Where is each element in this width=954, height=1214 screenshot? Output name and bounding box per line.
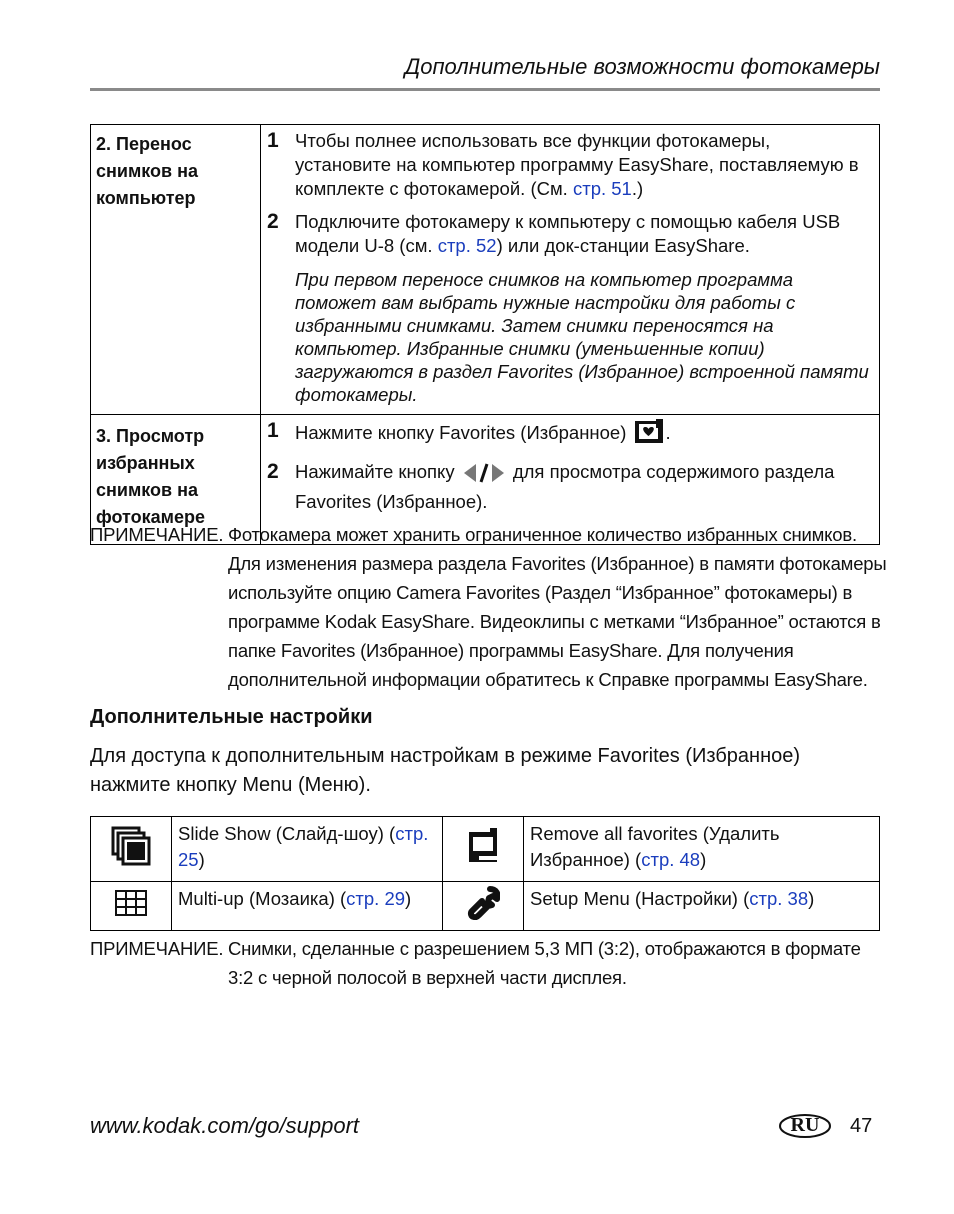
running-header: Дополнительные возможности фотокамеры: [404, 54, 880, 79]
text: ): [405, 888, 412, 909]
text: .): [631, 178, 644, 199]
instruction: [267, 210, 871, 258]
left-right-arrow-icon: [462, 462, 506, 490]
text: ): [198, 849, 205, 870]
page-link[interactable]: стр. 52: [437, 235, 497, 256]
step-body: [261, 125, 880, 415]
page-link[interactable]: стр. 51: [572, 178, 632, 199]
header-rule: [90, 88, 880, 91]
step-number: 1: [267, 419, 279, 442]
menu-icon-cell: [443, 817, 524, 882]
table-row: [91, 817, 880, 882]
step-number: 1: [267, 129, 279, 152]
text: Чтобы полнее использовать все функции фотокамеры, установите на компьютер программу EasyShare, поставляемую в комплекте с фотокамерой. (См.: [295, 130, 859, 199]
text: ): [808, 888, 815, 909]
text: .: [665, 422, 671, 443]
text: Нажмите кнопку Favorites (Избранное): [295, 422, 632, 443]
table-row: [91, 125, 880, 415]
step-number: 2: [267, 460, 279, 483]
note-favorites-limit: [90, 520, 890, 694]
text: Remove all favorites (Удалить Избранное) (: [530, 823, 780, 870]
menu-item-multi-up: [172, 882, 443, 931]
note-label: ПРИМЕЧАНИЕ.: [90, 938, 224, 959]
instruction-text: [295, 129, 871, 201]
language-badge: [778, 1113, 832, 1139]
step-label: 2. Перенос снимков на компьютер: [91, 125, 261, 415]
footer-url[interactable]: www.kodak.com/go/support: [90, 1113, 360, 1138]
note-resolution: [90, 934, 890, 992]
section-intro: Для доступа к дополнительным настройкам в режиме Favorites (Избранное) нажмите кнопку Menu (Меню).: [90, 745, 801, 796]
menu-icon-cell: [443, 882, 524, 931]
menu-icon-cell: [91, 882, 172, 931]
page-link[interactable]: стр. 48: [641, 849, 701, 870]
instruction: [267, 460, 871, 514]
page-link[interactable]: стр. 25: [178, 823, 429, 870]
table-row: [91, 882, 880, 931]
note-label: ПРИМЕЧАНИЕ.: [90, 524, 224, 545]
menu-icon-cell: [91, 817, 172, 882]
text: Подключите фотокамеру к компьютеру с помощью кабеля USB модели U-8 (см.: [295, 211, 841, 256]
text: для просмотра содержимого раздела Favorites (Избранное).: [295, 461, 835, 512]
text: Нажимайте кнопку: [295, 461, 460, 482]
page-number: 47: [850, 1114, 873, 1137]
footer-right: [778, 1113, 872, 1139]
setup-wrench-icon: [466, 903, 500, 924]
page-link[interactable]: стр. 29: [346, 888, 406, 909]
transfer-note: При первом переносе снимков на компьютер программа поможет вам выбрать нужные настройки для работы с избранными снимками. Затем снимки переносятся на компьютер. Избранные снимки (уменьшенные копии) загружаются в раздел Favorites (Избранное) встроенной памяти фотокамеры.: [295, 269, 869, 405]
note-text: Снимки, сделанные с разрешением 5,3 МП (3:2), отображаются в формате 3:2 с черной полосой в верхней части дисплея.: [228, 938, 861, 988]
language-code: RU: [790, 1114, 820, 1136]
instruction-text: [295, 460, 871, 514]
text: Slide Show (Слайд-шоу) (: [178, 823, 396, 844]
steps-table: [90, 124, 880, 545]
step-label: 3. Просмотр избранных снимков на фотокамере: [91, 415, 261, 545]
menu-item-remove-favorites: [524, 817, 880, 882]
text: ) или док-станции EasyShare.: [496, 235, 750, 256]
text: Multi-up (Мозаика) (: [178, 888, 347, 909]
menu-item-slideshow: [172, 817, 443, 882]
text: Setup Menu (Настройки) (: [530, 888, 750, 909]
note-text: Фотокамера может хранить ограниченное количество избранных снимков. Для изменения размера раздела Favorites (Избранное) в памяти фотокамеры используйте опцию Camera Favorites (Раздел “Избранное” фотокамеры) в программе Kodak EasyShare. Видеоклипы с метками “Избранное” остаются в папке Favorites (Избранное) программы EasyShare. Для получения дополнительной информации обратитесь к Справке программы EasyShare.: [228, 524, 887, 690]
step-number: 2: [267, 210, 279, 233]
favorites-button-icon: [634, 419, 664, 451]
instruction: [267, 129, 871, 201]
slideshow-icon: [111, 849, 151, 870]
remove-favorites-icon: [463, 849, 503, 870]
page-link[interactable]: стр. 38: [749, 888, 809, 909]
instruction-text: [295, 210, 871, 258]
menu-options-table: [90, 816, 880, 931]
menu-item-setup: [524, 882, 880, 931]
section-heading: Дополнительные настройки: [90, 706, 373, 728]
instruction: [267, 419, 871, 451]
text: ): [700, 849, 707, 870]
multi-up-icon: [115, 899, 147, 920]
instruction-text: [295, 419, 871, 451]
